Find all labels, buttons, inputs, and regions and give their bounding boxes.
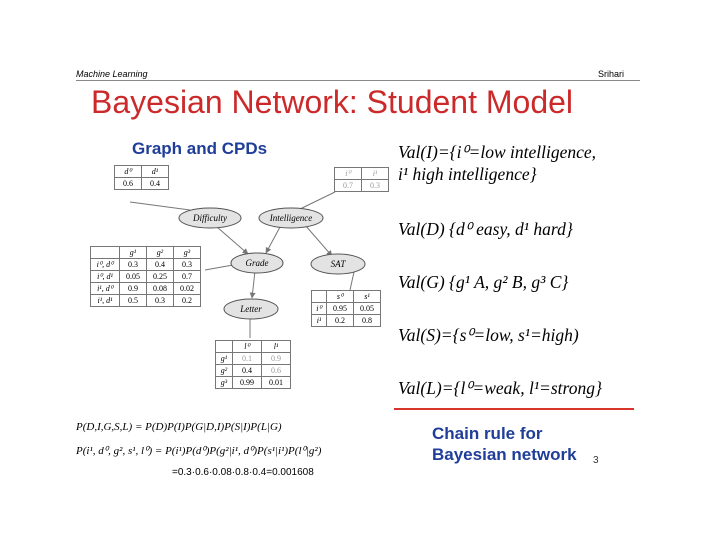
node-grade-label: Grade — [245, 258, 269, 268]
header-author: Srihari — [598, 69, 625, 79]
val-sat: Val(S)={s⁰=low, s¹=high) — [398, 325, 579, 345]
node-difficulty-label: Difficulty — [193, 213, 227, 223]
val-letter: Val(L)={l⁰=weak, l¹=strong} — [398, 378, 602, 398]
cpd-cell: i⁰ — [335, 168, 362, 180]
cpd-cell: 0.2 — [327, 315, 354, 327]
cpd-cell: g³ — [216, 377, 233, 389]
slide-title: Bayesian Network: Student Model — [91, 84, 574, 120]
node-intelligence-label: Intelligence — [269, 213, 313, 223]
cpd-cell: g¹ — [216, 353, 233, 365]
cpd-cell: d⁰ — [115, 166, 142, 178]
edge-intelligence-sat — [305, 225, 332, 256]
edge-stable-sat — [350, 272, 354, 290]
cpd-cell: l¹ — [262, 341, 291, 353]
cpd-cell: 0.05 — [120, 271, 147, 283]
cpd-cell: i⁰, d⁰ — [91, 259, 120, 271]
cpd-cell: 0.9 — [120, 283, 147, 295]
cpd-cell: 0.3 — [120, 259, 147, 271]
cpd-cell: g² — [216, 365, 233, 377]
cpd-cell: 0.08 — [147, 283, 174, 295]
cpd-cell: 0.8 — [354, 315, 381, 327]
edge-dtable-difficulty — [130, 202, 190, 210]
cpd-cell — [216, 341, 233, 353]
val-difficulty: Val(D) {d⁰ easy, d¹ hard} — [398, 219, 573, 239]
cpd-cell — [91, 247, 120, 259]
cpd-cell: s⁰ — [327, 291, 354, 303]
cpd-cell: g² — [147, 247, 174, 259]
cpd-cell: g³ — [174, 247, 201, 259]
cpd-cell: 0.2 — [174, 295, 201, 307]
node-sat-label: SAT — [330, 259, 346, 269]
chain-rule-line2: Bayesian network — [432, 445, 577, 464]
edge-gtable-grade — [205, 265, 233, 270]
cpd-cell: 0.5 — [120, 295, 147, 307]
cpd-cell: 0.4 — [142, 178, 169, 190]
cpd-cell: g¹ — [120, 247, 147, 259]
chain-rule-caption — [432, 423, 577, 465]
cpd-letter — [215, 340, 291, 389]
joint-instance: P(i¹, d⁰, g², s¹, l⁰) = P(i¹)P(d⁰)P(g²|i¹, d⁰)P(s¹|i¹)P(l⁰|g²) — [76, 445, 322, 457]
cpd-cell: 0.6 — [115, 178, 142, 190]
cpd-cell: 0.6 — [262, 365, 291, 377]
cpd-cell: 0.95 — [327, 303, 354, 315]
edge-grade-letter — [252, 271, 255, 298]
joint-factorization: P(D,I,G,S,L) = P(D)P(I)P(G|D,I)P(S|I)P(L|G) — [76, 421, 282, 433]
cpd-cell: 0.05 — [354, 303, 381, 315]
edge-difficulty-grade — [217, 227, 248, 254]
cpd-cell: 0.1 — [233, 353, 262, 365]
edge-intelligence-grade — [266, 227, 280, 253]
cpd-cell: 0.7 — [335, 180, 362, 192]
cpd-cell: 0.99 — [233, 377, 262, 389]
cpd-cell: 0.3 — [362, 180, 389, 192]
cpd-cell: i¹, d⁰ — [91, 283, 120, 295]
section-subtitle: Graph and CPDs — [132, 139, 268, 158]
node-letter-label: Letter — [240, 304, 262, 314]
slide-number: 3 — [593, 455, 599, 466]
cpd-cell: i¹, d¹ — [91, 295, 120, 307]
cpd-cell: i¹ — [362, 168, 389, 180]
cpd-cell: i⁰, d¹ — [91, 271, 120, 283]
accent-rule — [394, 408, 634, 410]
cpd-intelligence — [334, 167, 389, 192]
val-intelligence: Val(I)={i⁰=low intelligence, — [398, 142, 597, 162]
cpd-cell: 0.01 — [262, 377, 291, 389]
cpd-cell: 0.9 — [262, 353, 291, 365]
cpd-cell: 0.25 — [147, 271, 174, 283]
edge-itable-intelligence — [300, 192, 335, 209]
cpd-cell: i⁰ — [312, 303, 327, 315]
cpd-cell: 0.4 — [233, 365, 262, 377]
cpd-sat — [311, 290, 381, 327]
joint-result: =0.3·0.6·0.08·0.8·0.4=0.001608 — [172, 467, 314, 478]
cpd-cell: 0.7 — [174, 271, 201, 283]
cpd-difficulty — [114, 165, 169, 190]
cpd-cell: l⁰ — [233, 341, 262, 353]
cpd-cell: 0.3 — [147, 295, 174, 307]
chain-rule-line1: Chain rule for — [432, 424, 543, 443]
cpd-cell: 0.4 — [147, 259, 174, 271]
val-intelligence-cont: i¹ high intelligence} — [398, 164, 537, 184]
cpd-cell: i¹ — [312, 315, 327, 327]
cpd-cell: 0.02 — [174, 283, 201, 295]
cpd-cell: 0.3 — [174, 259, 201, 271]
cpd-cell: s¹ — [354, 291, 381, 303]
cpd-cell — [312, 291, 327, 303]
cpd-grade — [90, 246, 201, 307]
header-course: Machine Learning — [76, 69, 148, 79]
cpd-cell: d¹ — [142, 166, 169, 178]
val-grade: Val(G) {g¹ A, g² B, g³ C} — [398, 272, 569, 292]
